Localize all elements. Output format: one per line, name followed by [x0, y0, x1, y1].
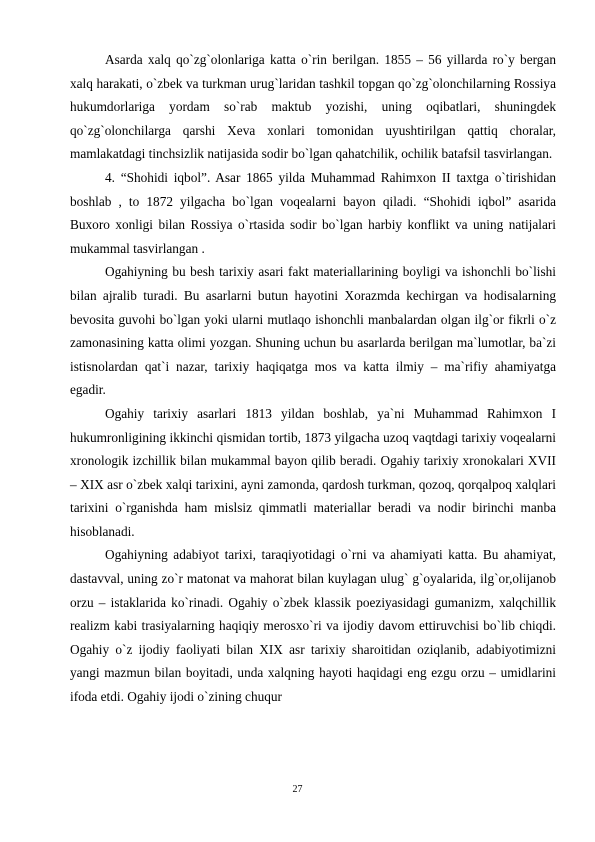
paragraph-uprisings: Asarda xalq qo`zg`olonlariga katta o`rin berilgan. 1855 – 56 yillarda ro`y bergan xalq harakati, o`zbek va turkman urug`laridan tashkil topgan qo`zg`olonchilarning Rossiya hukumdorlariga yordam so`rab maktub yozishi, uning oqibatlari, shuningdek qo`zg`olonchilarga qarshi Xeva xonlari tomonidan uyushtirilgan qattiq choralar, mamlakatdagi tinchsizlik natijasida sodir bo`lgan qahatchilik, ochilik batafsil tasvirlangan.: [70, 52, 556, 162]
paragraph-five-works: Ogahiyning bu besh tarixiy asari fakt materiallarining boyligi va ishonchli bo`lishi bilan ajralib turadi. Bu asarlarni butun hayotini Xorazmda kechirgan va hodisalarning bevosita guvohi bo`lgan yoki ularni mutlaqo ishonchli manbalardan olgan ilg`or fikrli o`z zamonasining katta olimi yozgan. Shuning uchun bu asarlarda berilgan ma`lumotlar, ba`zi istisnolardan qat`i nazar, tarixiy haqiqatga mos va katta ilmiy – ma`rifiy ahamiyatga egadir.: [70, 264, 556, 398]
page-body: [70, 48, 556, 709]
paragraph-shohidi-iqbol: 4. “Shohidi iqbol”. Asar 1865 yilda Muhammad Rahimxon II taxtga o`tirishidan boshlab , to 1872 yilgacha bo`lgan voqealarni bayon qiladi. “Shohidi iqbol” asarida Buxoro xonligi bilan Rossiya o`rtasida sodir bo`lgan harbiy konflikt va uning natijalari mukammal tasvirlangan .: [70, 169, 556, 256]
page-number: 27: [292, 784, 303, 795]
paragraph-literary-significance: Ogahiyning adabiyot tarixi, taraqiyotidagi o`rni va ahamiyati katta. Bu ahamiyat, dastavval, uning zo`r matonat va mahorat bilan kuylagan ulug` g`oyalarida, ilg`or,olijanob orzu – istaklarida ko`rinadi. Ogahiy o`zbek klassik poeziyasidagi gumanizm, xalqchillik realizm kabi trasiyalarning haqiqiy merosxo`ri va ijodiy davom ettiruvchisi bo`lib chiqdi. Ogahiy o`z ijodiy faoliyati bilan XIX asr tarixiy sharoitidan oziqlanib, adabiyotimizni yangi mazmun bilan boyitadi, unda xalqning hayoti haqidagi eng ezgu orzu – umidlarini ifoda etdi. Ogahiy ijodi o`zining chuqur: [70, 547, 556, 705]
paragraph-chronicles: Ogahiy tarixiy asarlari 1813 yildan boshlab, ya`ni Muhammad Rahimxon I hukumronligining ikkinchi qismidan tortib, 1873 yilgacha uzoq vaqtdagi tarixiy voqealarni xronologik izchillik bilan mukammal bayon qilib beradi. Ogahiy tarixiy xronokalari XVII – XIX asr o`zbek xalqi tarixini, ayni zamonda, qardosh turkman, qozoq, qorqalpoq xalqlari tarixini o`rganishda ham mislsiz qimmatli materiallar beradi va nodir birinchi manba hisoblanadi.: [70, 405, 556, 539]
